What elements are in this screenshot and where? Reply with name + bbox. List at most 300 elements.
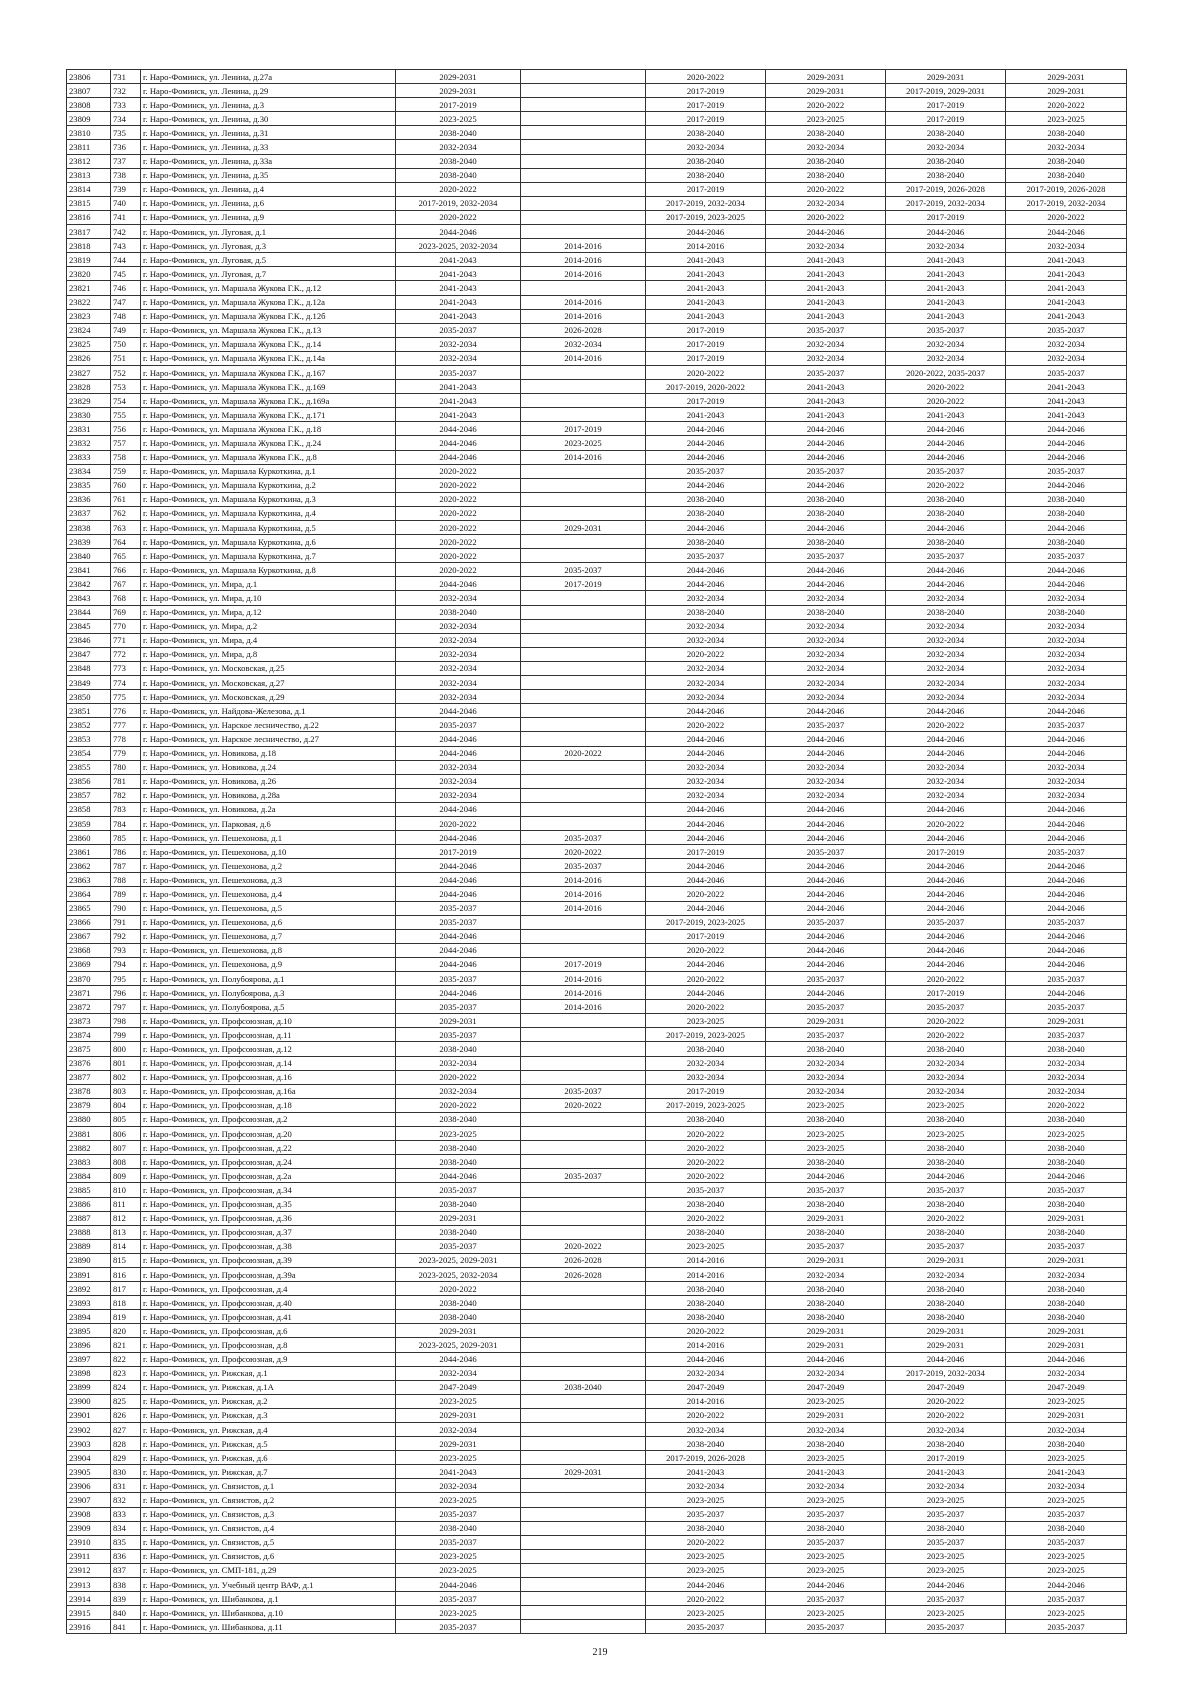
table-cell — [521, 1197, 646, 1211]
table-cell: 23838 — [67, 521, 111, 535]
table-cell: 23894 — [67, 1310, 111, 1324]
table-cell: г. Наро-Фоминск, ул. Новикова, д.24 — [141, 760, 396, 774]
table-cell: 2020-2022 — [396, 1070, 521, 1084]
table-cell: 2020-2022 — [1006, 210, 1127, 224]
table-cell: 2038-2040 — [396, 154, 521, 168]
table-row — [67, 182, 1127, 196]
table-cell: 805 — [111, 1112, 141, 1126]
table-cell: 814 — [111, 1239, 141, 1253]
table-cell: 23898 — [67, 1366, 111, 1380]
table-cell: 2044-2046 — [646, 957, 766, 971]
table-cell: 818 — [111, 1296, 141, 1310]
table-cell: 2032-2034 — [886, 788, 1006, 802]
table-cell: 2014-2016 — [521, 1000, 646, 1014]
table-cell — [521, 1141, 646, 1155]
table-cell: 749 — [111, 323, 141, 337]
table-cell: 23814 — [67, 182, 111, 196]
table-cell: г. Наро-Фоминск, ул. Пешехонова, д.1 — [141, 831, 396, 845]
table-cell: 2038-2040 — [886, 126, 1006, 140]
table-cell — [521, 112, 646, 126]
table-cell — [521, 394, 646, 408]
table-cell: 2032-2034 — [1006, 1479, 1127, 1493]
table-cell: 2017-2019 — [886, 210, 1006, 224]
table-cell: 2035-2037 — [1006, 1000, 1127, 1014]
table-cell: 824 — [111, 1380, 141, 1394]
table-cell: 2044-2046 — [886, 901, 1006, 915]
table-cell: г. Наро-Фоминск, ул. Полубоярова, д.5 — [141, 1000, 396, 1014]
table-cell: 23826 — [67, 351, 111, 365]
table-row — [67, 563, 1127, 577]
table-cell: г. Наро-Фоминск, ул. Найдова-Железова, д.1 — [141, 704, 396, 718]
table-cell: г. Наро-Фоминск, ул. Луговая, д.7 — [141, 267, 396, 281]
table-cell: г. Наро-Фоминск, ул. Профсоюзная, д.39а — [141, 1267, 396, 1281]
table-cell: 2035-2037 — [766, 845, 886, 859]
table-cell: 2035-2037 — [521, 1169, 646, 1183]
table-cell: 23842 — [67, 577, 111, 591]
table-cell: г. Наро-Фоминск, ул. Профсоюзная, д.22 — [141, 1141, 396, 1155]
table-cell: 2032-2034 — [766, 619, 886, 633]
table-cell: 2014-2016 — [521, 309, 646, 323]
table-cell: 23824 — [67, 323, 111, 337]
table-cell: 2014-2016 — [521, 351, 646, 365]
table-cell: 2032-2034 — [1006, 788, 1127, 802]
table-cell: г. Наро-Фоминск, ул. Ленина, д.9 — [141, 210, 396, 224]
table-cell: 2035-2037 — [766, 972, 886, 986]
table-cell: 2038-2040 — [1006, 1225, 1127, 1239]
table-cell — [521, 1408, 646, 1422]
table-cell: 793 — [111, 943, 141, 957]
table-cell: 2044-2046 — [886, 929, 1006, 943]
table-cell: г. Наро-Фоминск, ул. Мира, д.4 — [141, 633, 396, 647]
table-cell: 2035-2037 — [766, 323, 886, 337]
table-cell: 2032-2034 — [396, 774, 521, 788]
table-cell — [521, 647, 646, 661]
table-cell: 23823 — [67, 309, 111, 323]
table-cell: 2038-2040 — [646, 1225, 766, 1239]
table-cell: 2035-2037 — [396, 1239, 521, 1253]
table-row — [67, 1338, 1127, 1352]
table-cell: 23885 — [67, 1183, 111, 1197]
table-cell: 23858 — [67, 802, 111, 816]
table-cell: 23816 — [67, 210, 111, 224]
table-cell: г. Наро-Фоминск, ул. Профсоюзная, д.40 — [141, 1296, 396, 1310]
table-cell: 2020-2022 — [1006, 98, 1127, 112]
table-cell: 2044-2046 — [1006, 802, 1127, 816]
table-row — [67, 718, 1127, 732]
table-cell: 2020-2022 — [521, 845, 646, 859]
table-row — [67, 746, 1127, 760]
table-cell: 2044-2046 — [396, 704, 521, 718]
table-cell: 2032-2034 — [646, 633, 766, 647]
table-cell: г. Наро-Фоминск, ул. Мира, д.10 — [141, 591, 396, 605]
table-row — [67, 690, 1127, 704]
table-cell — [521, 943, 646, 957]
table-cell: 23843 — [67, 591, 111, 605]
table-cell: 2017-2019, 2032-2034 — [886, 1366, 1006, 1380]
table-cell: 2032-2034 — [646, 788, 766, 802]
table-cell: 2032-2034 — [766, 1056, 886, 1070]
table-cell: 2038-2040 — [886, 1521, 1006, 1535]
table-cell: 2029-2031 — [766, 1324, 886, 1338]
table-cell: 769 — [111, 605, 141, 619]
table-row — [67, 1014, 1127, 1028]
table-cell: 2035-2037 — [766, 1507, 886, 1521]
table-cell: 2044-2046 — [1006, 478, 1127, 492]
table-cell: 2038-2040 — [646, 605, 766, 619]
table-cell: 2035-2037 — [521, 831, 646, 845]
table-cell — [521, 1338, 646, 1352]
document-page — [66, 69, 1126, 1634]
table-cell — [521, 126, 646, 140]
table-cell: г. Наро-Фоминск, ул. Маршала Жукова Г.К., д.169 — [141, 380, 396, 394]
table-cell: 2032-2034 — [396, 788, 521, 802]
table-cell: г. Наро-Фоминск, ул. Ленина, д.29 — [141, 84, 396, 98]
table-cell: 748 — [111, 309, 141, 323]
table-cell: 2032-2034 — [396, 633, 521, 647]
table-row — [67, 1056, 1127, 1070]
table-cell — [521, 690, 646, 704]
table-cell: 2029-2031 — [766, 1014, 886, 1028]
table-cell: 2017-2019 — [646, 112, 766, 126]
table-cell: 2038-2040 — [1006, 1042, 1127, 1056]
table-cell: 2044-2046 — [646, 901, 766, 915]
table-cell: 2044-2046 — [886, 436, 1006, 450]
table-cell: 2038-2040 — [886, 154, 1006, 168]
table-cell: 755 — [111, 408, 141, 422]
table-row — [67, 647, 1127, 661]
table-cell: 823 — [111, 1366, 141, 1380]
table-cell: 23848 — [67, 661, 111, 675]
table-cell: г. Наро-Фоминск, ул. Шибанкова, д.11 — [141, 1620, 396, 1634]
table-cell: 23865 — [67, 901, 111, 915]
table-cell: 2032-2034 — [766, 351, 886, 365]
table-cell: г. Наро-Фоминск, ул. Маршала Жукова Г.К., д.169а — [141, 394, 396, 408]
table-cell: 2044-2046 — [396, 1578, 521, 1592]
table-cell: 2017-2019 — [396, 845, 521, 859]
table-cell: 2044-2046 — [396, 225, 521, 239]
table-cell: г. Наро-Фоминск, ул. Ленина, д.27а — [141, 70, 396, 84]
table-row — [67, 1380, 1127, 1394]
table-cell — [521, 549, 646, 563]
table-cell: 734 — [111, 112, 141, 126]
table-cell: 2038-2040 — [766, 1437, 886, 1451]
table-cell: 2038-2040 — [886, 492, 1006, 506]
table-cell: 2035-2037 — [521, 1084, 646, 1098]
table-cell — [521, 1225, 646, 1239]
table-cell: 2035-2037 — [1006, 1028, 1127, 1042]
table-cell: 2029-2031 — [521, 1465, 646, 1479]
table-cell: 2023-2025 — [766, 1098, 886, 1112]
table-cell: 23901 — [67, 1408, 111, 1422]
table-row — [67, 1169, 1127, 1183]
table-cell: 737 — [111, 154, 141, 168]
table-cell: 2041-2043 — [646, 281, 766, 295]
table-cell: г. Наро-Фоминск, ул. Маршала Жукова Г.К., д.12 — [141, 281, 396, 295]
table-row — [67, 1578, 1127, 1592]
table-cell: 23845 — [67, 619, 111, 633]
page-number: 219 — [592, 1647, 608, 1658]
table-cell: 2032-2034 — [396, 1479, 521, 1493]
table-cell: 2038-2040 — [396, 1141, 521, 1155]
table-cell: 2020-2022 — [886, 1408, 1006, 1422]
table-cell: 736 — [111, 140, 141, 154]
table-cell — [521, 1620, 646, 1634]
table-cell: 2035-2037 — [766, 1620, 886, 1634]
table-cell: 828 — [111, 1437, 141, 1451]
table-cell: 23888 — [67, 1225, 111, 1239]
table-cell: 2038-2040 — [1006, 1521, 1127, 1535]
table-cell: 2044-2046 — [646, 831, 766, 845]
table-cell: 2014-2016 — [646, 239, 766, 253]
table-cell: 807 — [111, 1141, 141, 1155]
table-cell: г. Наро-Фоминск, ул. Шибанкова, д.1 — [141, 1592, 396, 1606]
table-cell: 777 — [111, 718, 141, 732]
table-cell: 2020-2022 — [396, 521, 521, 535]
table-cell — [521, 281, 646, 295]
table-cell: 2032-2034 — [886, 647, 1006, 661]
table-cell: 2044-2046 — [646, 1352, 766, 1366]
table-cell: г. Наро-Фоминск, ул. Мира, д.12 — [141, 605, 396, 619]
table-cell: 2032-2034 — [396, 140, 521, 154]
table-cell: 23903 — [67, 1437, 111, 1451]
table-cell: г. Наро-Фоминск, ул. Профсоюзная, д.10 — [141, 1014, 396, 1028]
table-cell: 838 — [111, 1578, 141, 1592]
table-cell: 2038-2040 — [886, 605, 1006, 619]
table-cell: 2020-2022 — [396, 478, 521, 492]
table-cell: г. Наро-Фоминск, ул. Маршала Жукова Г.К., д.167 — [141, 365, 396, 379]
table-cell — [521, 478, 646, 492]
table-cell: 2035-2037 — [396, 1000, 521, 1014]
table-cell: 2035-2037 — [396, 1507, 521, 1521]
table-cell: 2020-2022 — [646, 1141, 766, 1155]
table-cell: 2041-2043 — [396, 295, 521, 309]
table-cell: 2023-2025 — [766, 1141, 886, 1155]
table-cell: 2017-2019 — [886, 845, 1006, 859]
table-cell — [521, 1042, 646, 1056]
table-cell: 2032-2034 — [646, 140, 766, 154]
table-cell: 2017-2019 — [886, 986, 1006, 1000]
table-cell: 2029-2031 — [766, 84, 886, 98]
table-cell: 2044-2046 — [766, 986, 886, 1000]
table-cell: г. Наро-Фоминск, ул. Связистов, д.5 — [141, 1535, 396, 1549]
table-cell: 2014-2016 — [521, 295, 646, 309]
table-cell — [521, 1394, 646, 1408]
table-cell: 2020-2022 — [396, 182, 521, 196]
table-cell: 23827 — [67, 365, 111, 379]
table-cell: 2029-2031 — [766, 1253, 886, 1267]
table-cell: 2017-2019 — [521, 422, 646, 436]
table-cell: 23863 — [67, 873, 111, 887]
table-row — [67, 506, 1127, 520]
table-row — [67, 98, 1127, 112]
table-row — [67, 281, 1127, 295]
table-cell: 2014-2016 — [521, 267, 646, 281]
table-cell — [521, 1352, 646, 1366]
table-cell: 2014-2016 — [521, 253, 646, 267]
table-cell: 2032-2034 — [1006, 351, 1127, 365]
table-row — [67, 1563, 1127, 1577]
table-cell: 2044-2046 — [1006, 929, 1127, 943]
table-cell: 2044-2046 — [886, 422, 1006, 436]
table-cell: 23859 — [67, 816, 111, 830]
table-cell: 2017-2019 — [886, 1451, 1006, 1465]
table-row — [67, 957, 1127, 971]
table-row — [67, 802, 1127, 816]
table-cell: г. Наро-Фоминск, ул. Маршала Куркоткина, д.8 — [141, 563, 396, 577]
table-row — [67, 1070, 1127, 1084]
table-cell: 23895 — [67, 1324, 111, 1338]
table-cell: 2044-2046 — [1006, 816, 1127, 830]
table-cell: 2041-2043 — [766, 408, 886, 422]
table-cell: 2044-2046 — [886, 704, 1006, 718]
table-cell — [521, 802, 646, 816]
table-cell: 2038-2040 — [1006, 168, 1127, 182]
table-cell: 23854 — [67, 746, 111, 760]
table-cell: 2038-2040 — [396, 1521, 521, 1535]
table-cell: 2041-2043 — [886, 295, 1006, 309]
table-cell: г. Наро-Фоминск, ул. Маршала Куркоткина, д.2 — [141, 478, 396, 492]
table-cell: 2035-2037 — [766, 718, 886, 732]
table-row — [67, 154, 1127, 168]
table-row — [67, 1253, 1127, 1267]
table-cell: 2038-2040 — [396, 1042, 521, 1056]
table-cell: 2032-2034 — [646, 591, 766, 605]
table-cell: 2029-2031 — [396, 1408, 521, 1422]
table-cell: 2017-2019, 2032-2034 — [1006, 196, 1127, 210]
table-cell: 2038-2040 — [886, 1112, 1006, 1126]
table-cell: 825 — [111, 1394, 141, 1408]
table-cell: г. Наро-Фоминск, ул. Связистов, д.2 — [141, 1493, 396, 1507]
table-cell — [521, 98, 646, 112]
table-cell: г. Наро-Фоминск, ул. Маршала Куркоткина, д.6 — [141, 535, 396, 549]
table-cell: 811 — [111, 1197, 141, 1211]
table-cell: 2032-2034 — [766, 788, 886, 802]
table-cell — [521, 1366, 646, 1380]
table-cell: 23831 — [67, 422, 111, 436]
table-cell: 23833 — [67, 450, 111, 464]
table-cell: 2020-2022 — [521, 746, 646, 760]
table-cell: 2020-2022 — [646, 1408, 766, 1422]
table-cell: 2038-2040 — [886, 1296, 1006, 1310]
table-cell: 23861 — [67, 845, 111, 859]
table-cell: 2023-2025 — [396, 1127, 521, 1141]
table-cell: 2032-2034 — [396, 1056, 521, 1070]
table-cell: 2038-2040 — [646, 154, 766, 168]
table-row — [67, 239, 1127, 253]
table-cell: 23839 — [67, 535, 111, 549]
table-cell: 2035-2037 — [1006, 464, 1127, 478]
table-cell: 23886 — [67, 1197, 111, 1211]
table-cell: 2038-2040 — [766, 1296, 886, 1310]
table-row — [67, 831, 1127, 845]
table-cell: 2035-2037 — [1006, 1592, 1127, 1606]
table-cell: 2038-2040 — [886, 1042, 1006, 1056]
table-cell: г. Наро-Фоминск, ул. Парковая, д.6 — [141, 816, 396, 830]
table-row — [67, 1000, 1127, 1014]
table-cell: 2017-2019, 2032-2034 — [886, 196, 1006, 210]
table-cell: 2035-2037 — [766, 365, 886, 379]
table-cell: 23870 — [67, 972, 111, 986]
table-cell: 2032-2034 — [886, 1423, 1006, 1437]
table-cell: 2032-2034 — [886, 1056, 1006, 1070]
table-cell: 2044-2046 — [766, 1578, 886, 1592]
table-cell: 2041-2043 — [396, 253, 521, 267]
table-cell: 781 — [111, 774, 141, 788]
table-cell: 2020-2022 — [886, 1394, 1006, 1408]
table-cell: г. Наро-Фоминск, ул. Связистов, д.3 — [141, 1507, 396, 1521]
table-cell: г. Наро-Фоминск, ул. Пешехонова, д.4 — [141, 887, 396, 901]
table-row — [67, 464, 1127, 478]
table-row — [67, 661, 1127, 675]
table-cell: 2038-2040 — [886, 1155, 1006, 1169]
table-cell — [521, 1127, 646, 1141]
table-cell: 23911 — [67, 1549, 111, 1563]
table-cell: 831 — [111, 1479, 141, 1493]
table-cell: 2044-2046 — [646, 816, 766, 830]
table-cell: 753 — [111, 380, 141, 394]
table-row — [67, 1042, 1127, 1056]
table-cell: 2044-2046 — [766, 521, 886, 535]
table-cell: 835 — [111, 1535, 141, 1549]
table-row — [67, 1493, 1127, 1507]
table-cell: 2017-2019 — [521, 957, 646, 971]
table-cell: 2035-2037 — [1006, 1239, 1127, 1253]
table-cell: 2041-2043 — [396, 394, 521, 408]
table-cell: 2023-2025 — [1006, 112, 1127, 126]
table-row — [67, 1112, 1127, 1126]
table-cell: 23851 — [67, 704, 111, 718]
table-cell: 2038-2040 — [886, 1141, 1006, 1155]
table-cell: г. Наро-Фоминск, ул. Новикова, д.18 — [141, 746, 396, 760]
table-cell: г. Наро-Фоминск, ул. Профсоюзная, д.38 — [141, 1239, 396, 1253]
table-cell: 2032-2034 — [886, 661, 1006, 675]
table-cell: 2044-2046 — [396, 986, 521, 1000]
table-cell: 786 — [111, 845, 141, 859]
table-cell: 2017-2019, 2023-2025 — [646, 915, 766, 929]
table-cell: 2029-2031 — [886, 1324, 1006, 1338]
table-cell: 815 — [111, 1253, 141, 1267]
table-cell: 2044-2046 — [1006, 704, 1127, 718]
table-row — [67, 394, 1127, 408]
table-cell: 819 — [111, 1310, 141, 1324]
table-cell: 2023-2025 — [886, 1098, 1006, 1112]
table-cell: 2044-2046 — [766, 901, 886, 915]
table-cell: 2044-2046 — [766, 873, 886, 887]
table-cell: г. Наро-Фоминск, ул. Профсоюзная, д.12 — [141, 1042, 396, 1056]
table-row — [67, 365, 1127, 379]
table-row — [67, 873, 1127, 887]
table-row — [67, 1296, 1127, 1310]
table-cell: 2044-2046 — [396, 436, 521, 450]
table-cell: 2023-2025 — [1006, 1394, 1127, 1408]
table-cell: 2020-2022 — [886, 1028, 1006, 1042]
table-cell: 2023-2025 — [886, 1549, 1006, 1563]
table-cell: 23821 — [67, 281, 111, 295]
table-cell: 2044-2046 — [396, 802, 521, 816]
table-cell: 808 — [111, 1155, 141, 1169]
table-cell: 2041-2043 — [1006, 309, 1127, 323]
table-cell — [521, 915, 646, 929]
table-cell: 2023-2025 — [396, 1493, 521, 1507]
table-cell: 2044-2046 — [1006, 943, 1127, 957]
table-cell: 2041-2043 — [766, 380, 886, 394]
table-cell: 773 — [111, 661, 141, 675]
table-row — [67, 760, 1127, 774]
table-cell: 2041-2043 — [396, 1465, 521, 1479]
table-cell: 2032-2034 — [396, 619, 521, 633]
table-cell: 2029-2031 — [886, 1253, 1006, 1267]
table-cell: г. Наро-Фоминск, ул. Рижская, д.2 — [141, 1394, 396, 1408]
